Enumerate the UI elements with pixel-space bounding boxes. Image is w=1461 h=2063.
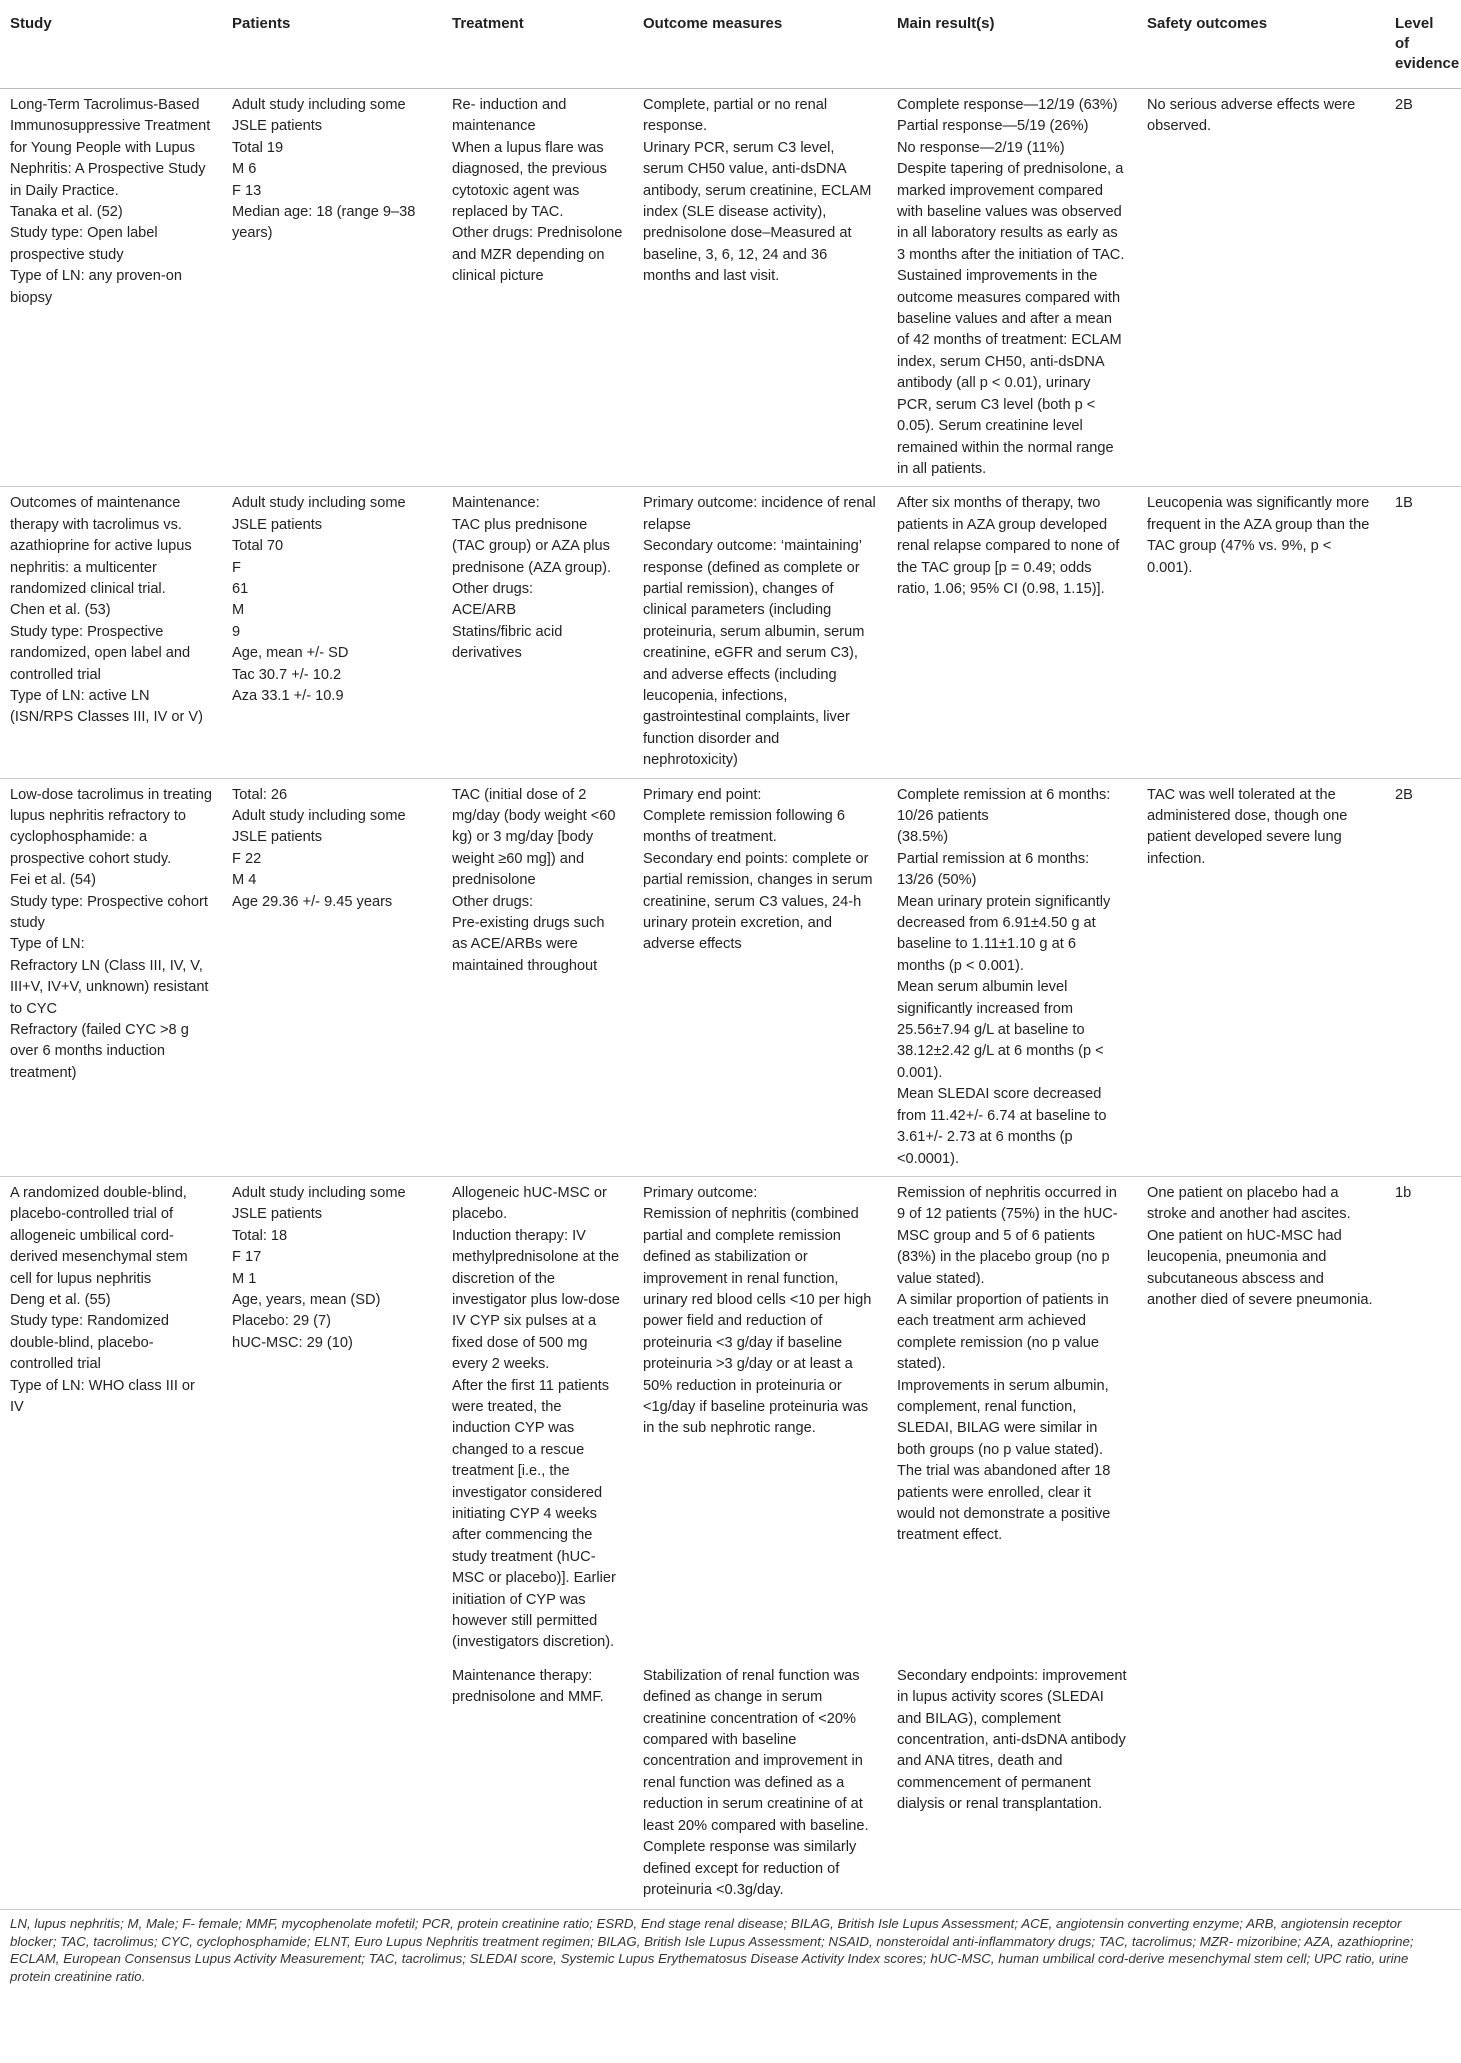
cell-result: After six months of therapy, two patients in AZA group developed renal relapse compared to none of the TAC group [p = 0.49; odds ratio, 1.06; 95% CI (0.98, 1.15)]. — [887, 487, 1137, 778]
cell-study — [0, 1660, 222, 1910]
cell-study: Outcomes of maintenance therapy with tacrolimus vs. azathioprine for active lupus nephritis: a multicenter randomized clinical trial. Chen et al. (53) Study type: Prospective randomized, open label and controlled trial Type of LN: active LN (ISN/RPS Classes III, IV or V) — [0, 487, 222, 778]
header-outcome-measures: Outcome measures — [633, 0, 887, 89]
table-row — [0, 89, 1461, 487]
cell-result: Remission of nephritis occurred in 9 of 12 patients (75%) in the hUC-MSC group and 5 of 6 patients (83%) in the placebo group (no p value stated). A similar proportion of patients in each treatment arm achieved complete remission (no p value stated). Improvements in serum albumin, complement, renal function, SLEDAI, BILAG were similar in both groups (no p value stated). The trial was abandoned after 18 patients were enrolled, clear it would not demonstrate a positive treatment effect. — [897, 1184, 1118, 1544]
cell-level: 2B — [1385, 778, 1461, 1176]
cell-patients — [222, 1660, 442, 1910]
table-header-row — [0, 0, 1461, 89]
cell-safety: No serious adverse effects were observed. — [1137, 89, 1385, 487]
cell-treatment: TAC (initial dose of 2 mg/day (body weight <60 kg) or 3 mg/day [body weight ≥60 mg]) and prednisolone Other drugs: Pre-existing drugs such as ACE/ARBs were maintained throughout — [442, 778, 633, 1176]
cell-level: 1B — [1385, 487, 1461, 778]
table-footnote: LN, lupus nephritis; M, Male; F- female; MMF, mycophenolate mofetil; PCR, protein creatinine ratio; ESRD, End stage renal disease; BILAG, British Isle Lupus Assessment; ACE, angiotensin converting enzyme; ARB, angiotensin receptor blocker; TAC, tacrolimus; CYC, cyclophosphamide; ELNT, Euro Lupus Nephritis treatment regimen; BILAG, British Isle Lupus Assessment; NSAID, nonsteroidal anti-inflammatory drugs; TAC, tacrolimus; MZR- mizoribine; AZA, azathioprine; ECLAM, European Consensus Lupus Activity Measurement; TAC, tacrolimus; SLEDAI score, Systemic Lupus Erythematosus Disease Activity Index scores; hUC-MSC, human umbilical cord-derive mesenchymal stem cell; UPC ratio, urine protein creatinine ratio. — [10, 1916, 1414, 1984]
cell-study: A randomized double-blind, placebo-controlled trial of allogeneic umbilical cord-derived mesenchymal stem cell for lupus nephritis Deng et al. (55) Study type: Randomized double-blind, placebo-controlled trial Type of LN: WHO class III or IV — [10, 1184, 195, 1415]
cell-outcome: Primary outcome: incidence of renal relapse Secondary outcome: ‘maintaining’ response (defined as complete or partial remission), changes of clinical parameters (including proteinuria, serum albumin, serum creatinine, eGFR and serum C3), and adverse effects (including leucopenia, infections, gastrointestinal complaints, liver function disorder and nephrotoxicity) — [633, 487, 887, 778]
cell-result: Complete response—12/19 (63%) Partial response—5/19 (26%) No response—2/19 (11%) Despite tapering of prednisolone, a marked improvement compared with baseline values was observed in all laboratory results as early as 3 months after the initiation of TAC. Sustained improvements in the outcome measures compared with baseline values and after a mean of 42 months of treatment: ECLAM index, serum CH50, anti-dsDNA antibody (all p < 0.01), urinary PCR, serum C3 level (both p < 0.05). Serum creatinine level remained within the normal range in all patients. — [887, 89, 1137, 487]
header-treatment: Treatment — [442, 0, 633, 89]
header-study: Study — [0, 0, 222, 89]
cell-outcome: Complete, partial or no renal response. Urinary PCR, serum C3 level, serum CH50 value, anti-dsDNA antibody, serum creatinine, ECLAM index (SLE disease activity), prednisolone dose–Measured at baseline, 3, 6, 12, 24 and 36 months and last visit. — [633, 89, 887, 487]
cell-treatment: Allogeneic hUC-MSC or placebo. Induction therapy: IV methylprednisolone at the discretion of the investigator plus low-dose IV CYP six pulses at a fixed dose of 500 mg every 2 weeks. After the first 11 patients were treated, the induction CYP was changed to a rescue treatment [i.e., the investigator considered initiating CYP 4 weeks after commencing the study treatment (hUC-MSC or placebo)]. Earlier initiation of CYP was however still permitted (investigators discretion). — [452, 1184, 620, 1651]
cell-patients: Total: 26 Adult study including some JSLE patients F 22 M 4 Age 29.36 +/- 9.45 years — [222, 778, 442, 1176]
cell-outcome: Stabilization of renal function was defined as change in serum creatinine concentration of <20% compared with baseline concentration and improvement in renal function was defined as a reduction in serum creatinine of at least 20% compared with baseline. Complete response was similarly defined except for reduction of proteinuria <0.3g/day. — [633, 1660, 887, 1910]
cell-result: Secondary endpoints: improvement in lupus activity scores (SLEDAI and BILAG), complement concentration, anti-dsDNA antibody and ANA titres, death and commencement of permanent dialysis or renal transplantation. — [887, 1660, 1137, 1910]
cell-level: 1b — [1395, 1184, 1412, 1201]
cell-patients: Adult study including some JSLE patients Total: 18 F 17 M 1 Age, years, mean (SD) Placebo: 29 (7) hUC-MSC: 29 (10) — [232, 1184, 406, 1351]
header-patients: Patients — [222, 0, 442, 89]
cell-result: Complete remission at 6 months: 10/26 patients (38.5%) Partial remission at 6 months: 13/26 (50%) Mean urinary protein significantly decreased from 6.91±4.50 g at baseline to 1.11±1.10 g at 6 months (p < 0.001). Mean serum albumin level significantly increased from 25.56±7.94 g/L at baseline to 38.12±2.42 g/L at 6 months (p < 0.001). Mean SLEDAI score decreased from 11.42+/- 6.74 at baseline to 3.61+/- 2.73 at 6 months (p <0.0001). — [887, 778, 1137, 1176]
cell-outcome: Primary end point: Complete remission following 6 months of treatment. Secondary end points: complete or partial remission, changes in serum creatinine, serum C3 values, 24-h urinary protein excretion, and adverse effects — [633, 778, 887, 1176]
cell-level — [1385, 1660, 1461, 1910]
table-row-continuation — [0, 1660, 1461, 1910]
header-main-results: Main result(s) — [887, 0, 1137, 89]
cell-safety: One patient on placebo had a stroke and another had ascites. One patient on hUC-MSC had leucopenia, pneumonia and subcutaneous abscess and another died of severe pneumonia. — [1147, 1184, 1373, 1308]
header-safety-outcomes: Safety outcomes — [1137, 0, 1385, 89]
cell-patients: Adult study including some JSLE patients Total 19 M 6 F 13 Median age: 18 (range 9–38 years) — [222, 89, 442, 487]
header-level-of-evidence: Level of evidence — [1385, 0, 1461, 89]
cell-study: Low-dose tacrolimus in treating lupus nephritis refractory to cyclophosphamide: a prospective cohort study. Fei et al. (54) Study type: Prospective cohort study Type of LN: Refractory LN (Class III, IV, V, III+V, IV+V, unknown) resistant to CYC Refractory (failed CYC >8 g over 6 months induction treatment) — [0, 778, 222, 1176]
table-row — [0, 1176, 1461, 1659]
cell-treatment: Re- induction and maintenance When a lupus flare was diagnosed, the previous cytotoxic agent was replaced by TAC. Other drugs: Prednisolone and MZR depending on clinical picture — [442, 89, 633, 487]
cell-safety: Leucopenia was significantly more frequent in the AZA group than the TAC group (47% vs. 9%, p < 0.001). — [1137, 487, 1385, 778]
cell-level: 2B — [1385, 89, 1461, 487]
cell-study: Long-Term Tacrolimus-Based Immunosuppressive Treatment for Young People with Lupus Nephritis: A Prospective Study in Daily Practice. Tanaka et al. (52) Study type: Open label prospective study Type of LN: any proven-on biopsy — [0, 89, 222, 487]
cell-outcome: Primary outcome: Remission of nephritis (combined partial and complete remission defined as stabilization or improvement in renal function, urinary red blood cells <10 per high power field and reduction of proteinuria <3 g/day if baseline proteinuria >3 g/day or at least a 50% reduction in proteinuria or <1g/day if baseline proteinuria was in the sub nephrotic range. — [643, 1184, 872, 1437]
cell-patients: Adult study including some JSLE patients Total 70 F 61 M 9 Age, mean +/- SD Tac 30.7 +/- 10.2 Aza 33.1 +/- 10.9 — [222, 487, 442, 778]
table-row — [0, 778, 1461, 1176]
cell-treatment: Maintenance: TAC plus prednisone (TAC group) or AZA plus prednisone (AZA group). Other drugs: ACE/ARB Statins/fibric acid derivatives — [442, 487, 633, 778]
cell-safety — [1137, 1660, 1385, 1910]
table-row — [0, 487, 1461, 778]
cell-treatment: Maintenance therapy: prednisolone and MMF. — [442, 1660, 633, 1910]
cell-safety: TAC was well tolerated at the administered dose, though one patient developed severe lung infection. — [1137, 778, 1385, 1176]
